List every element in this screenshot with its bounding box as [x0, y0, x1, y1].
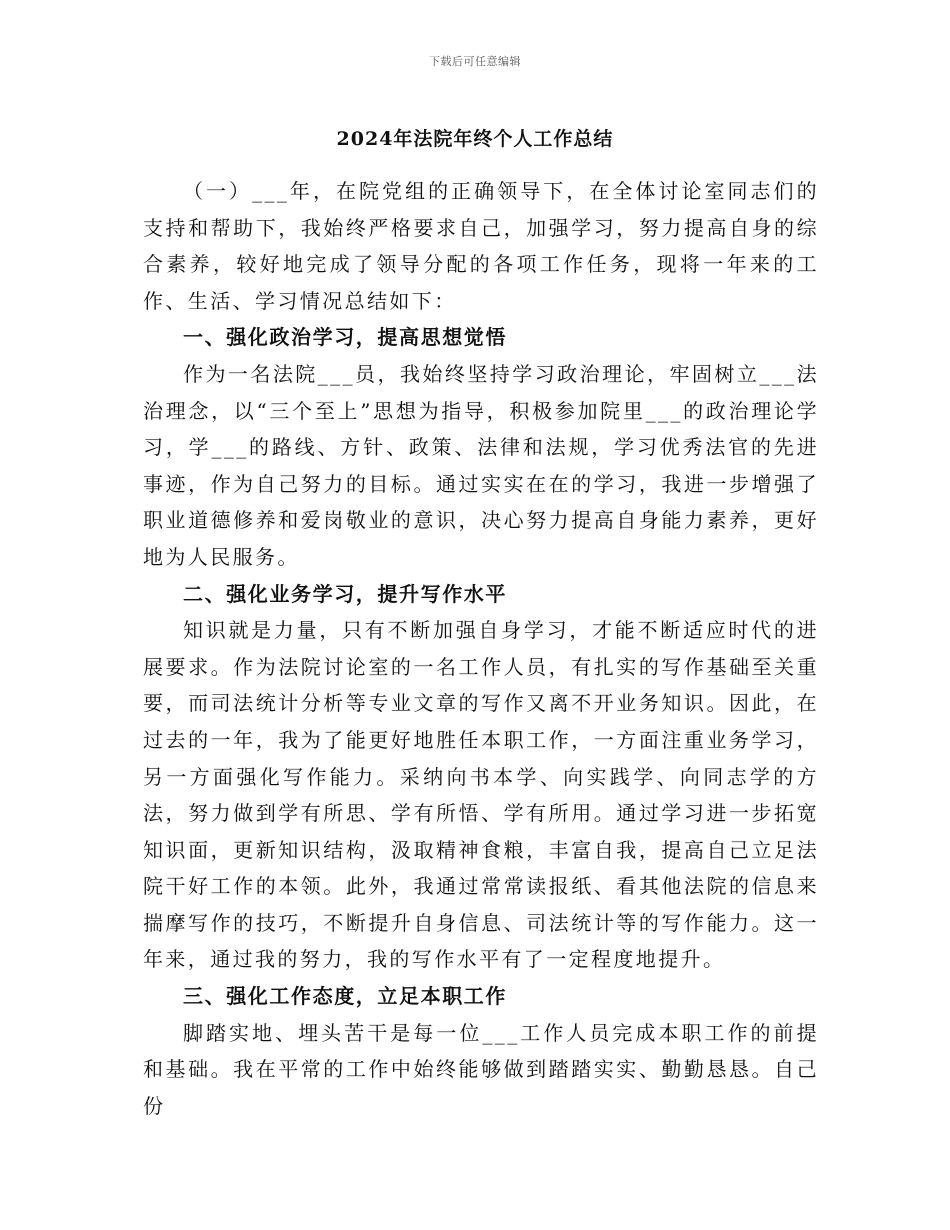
section-2-paragraph: 知识就是力量，只有不断加强自身学习，才能不断适应时代的进展要求。作为法院讨论室的一名工作人员，有扎实的写作基础至关重要，而司法统计分析等专业文章的写作又离不开业务知识。因此，在过去的一年，我为了能更好地胜任本职工作，一方面注重业务学习，另一方面强化写作能力。采纳向书本学、向实践学、向同志学的方法，努力做到学有所思、学有所悟、学有所用。通过学习进一步拓宽知识面，更新知识结构，汲取精神食粮，丰富自我，提高自己立足法院干好工作的本领。此外，我通过常常读报纸、看其他法院的信息来揣摩写作的技巧，不断提升自身信息、司法统计等的写作能力。这一年来，通过我的努力，我的写作水平有了一定程度地提升。: [143, 618, 819, 972]
header-note: 下载后可任意编辑: [429, 55, 521, 68]
document-title: 2024年法院年终个人工作总结: [336, 128, 614, 150]
document-body: [143, 173, 819, 1124]
section-heading-1: 一、强化政治学习，提高思想觉悟: [183, 325, 507, 350]
section-1-paragraph: 作为一名法院___员，我始终坚持学习政治理论，牢固树立___法治理念，以“三个至上”思想为指导，积极参加院里___的政治理论学习，学___的路线、方针、政策、法律和法规，学习优秀法官的先进事迹，作为自己努力的目标。通过实实在在的学习，我进一步增强了职业道德修养和爱岗敬业的意识，决心努力提高自身能力素养，更好地为人民服务。: [143, 361, 819, 569]
section-heading-3: 三、强化工作态度，立足本职工作: [183, 984, 507, 1009]
section-heading-2: 二、强化业务学习，提升写作水平: [183, 581, 507, 606]
intro-paragraph: （一）___年，在院党组的正确领导下，在全体讨论室同志们的支持和帮助下，我始终严格要求自己，加强学习，努力提高自身的综合素养，较好地完成了领导分配的各项工作任务，现将一年来的工作、生活、学习情况总结如下：: [143, 179, 819, 313]
section-3-paragraph: 脚踏实地、埋头苦干是每一位___工作人员完成本职工作的前提和基础。我在平常的工作中始终能够做到踏踏实实、勤勤恳恳。自己份: [143, 1020, 819, 1118]
